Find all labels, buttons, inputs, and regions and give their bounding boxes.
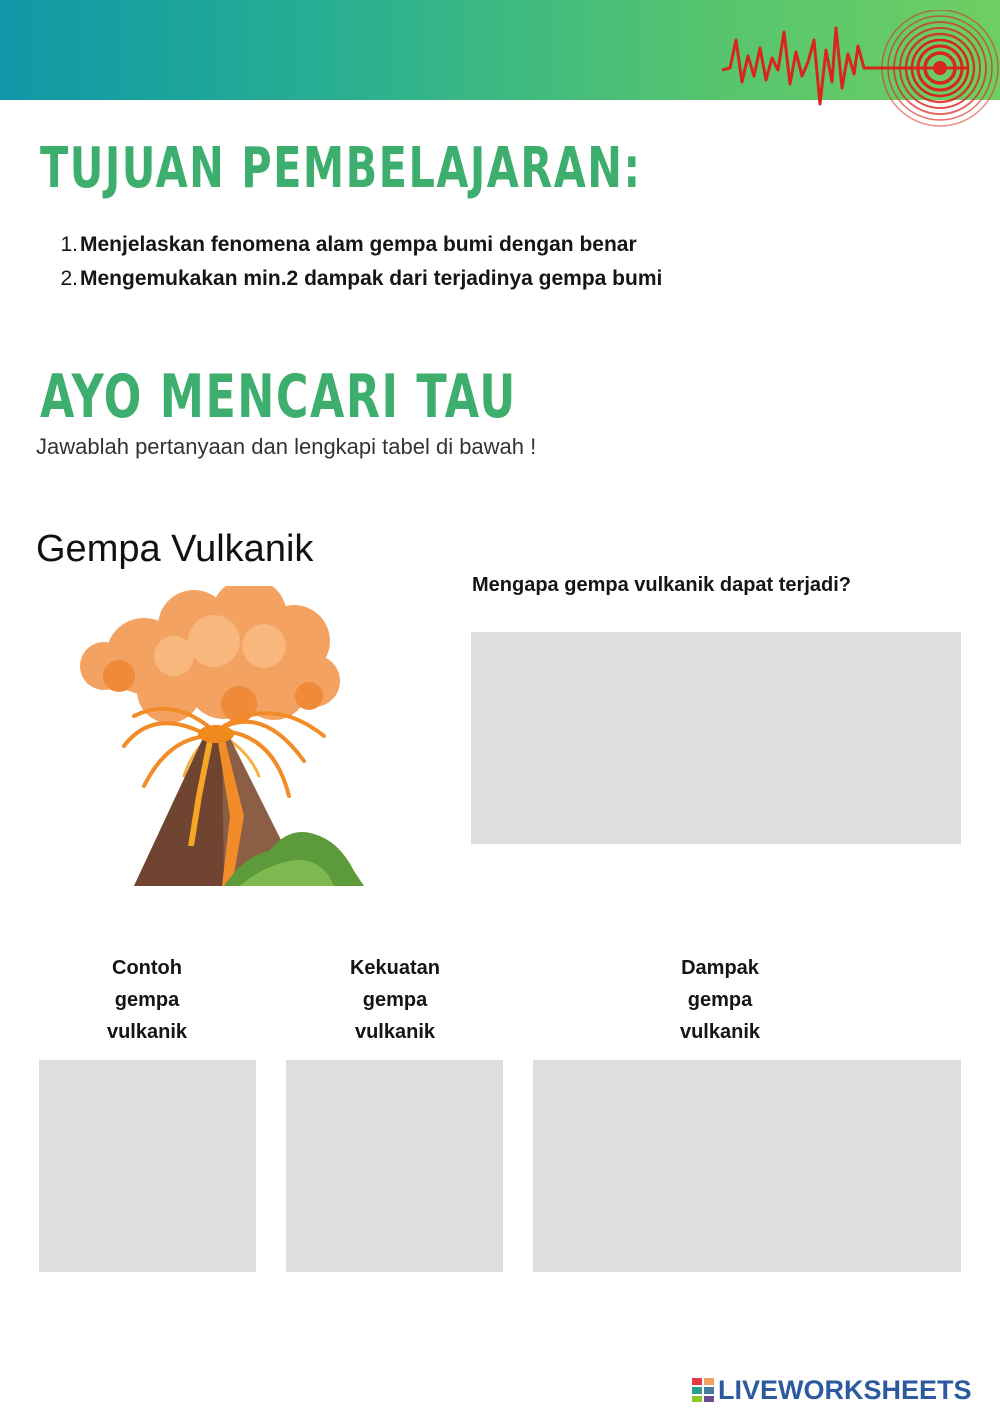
learning-goals-list	[40, 228, 940, 296]
question-text: Mengapa gempa vulkanik dapat terjadi?	[472, 574, 851, 596]
volcano-eruption-illustration	[74, 586, 374, 892]
answer-box-why[interactable]	[471, 632, 961, 844]
label-line: Kekuatan	[349, 957, 441, 979]
label-line: Dampak	[681, 957, 759, 979]
explore-heading: AYO MENCARI TAU	[40, 362, 517, 432]
liveworksheets-logo-icon	[692, 1378, 714, 1402]
goal-item	[40, 262, 940, 296]
label-line: gempa	[114, 989, 180, 1011]
goal-number: 2.	[60, 267, 78, 290]
label-line: vulkanik	[106, 1021, 188, 1043]
label-line: Contoh	[112, 957, 182, 979]
goal-text: Mengemukakan min.2 dampak dari terjadinya gempa bumi	[80, 267, 663, 290]
answer-box-contoh[interactable]	[39, 1060, 256, 1272]
section-title: Gempa Vulkanik	[36, 528, 314, 570]
liveworksheets-logo	[692, 1376, 972, 1404]
label-line: gempa	[687, 989, 753, 1011]
learning-goals-heading: TUJUAN PEMBELAJARAN:	[40, 136, 642, 201]
label-line: gempa	[362, 989, 428, 1011]
label-line: vulkanik	[354, 1021, 436, 1043]
goal-item	[40, 228, 940, 262]
answer-box-kekuatan[interactable]	[286, 1060, 503, 1272]
column-label-dampak	[650, 952, 790, 1048]
brand-name: LIVEWORKSHEETS	[718, 1374, 972, 1405]
column-label-kekuatan	[320, 952, 470, 1048]
seismograph-target-icon	[718, 10, 1000, 130]
answer-box-dampak[interactable]	[533, 1060, 961, 1272]
instruction-text: Jawablah pertanyaan dan lengkapi tabel di bawah !	[36, 434, 537, 459]
goal-text: Menjelaskan fenomena alam gempa bumi dengan benar	[80, 233, 637, 256]
goal-number: 1.	[60, 233, 78, 256]
label-line: vulkanik	[679, 1021, 761, 1043]
column-label-contoh	[82, 952, 212, 1048]
